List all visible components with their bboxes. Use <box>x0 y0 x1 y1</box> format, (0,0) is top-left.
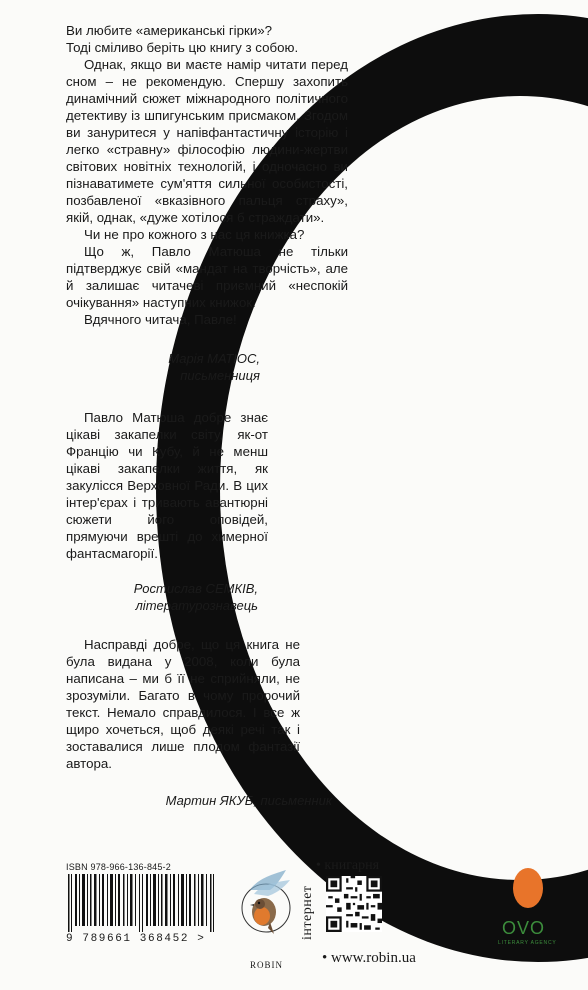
barcode-number: 9 789661 368452 > <box>66 933 206 945</box>
paragraph: Чи не про кожного з нас ця книжка? <box>84 227 305 242</box>
blurb-matios-text <box>66 22 348 328</box>
blurb-yakub-text <box>66 636 300 772</box>
robin-wordmark: ROBIN <box>250 960 284 970</box>
ovo-tagline: LITERARY AGENCY <box>498 940 557 946</box>
website-link[interactable]: • www.robin.ua <box>322 950 416 966</box>
paragraph: Однак, якщо ви маєте намір читати перед сном – не рекомендую. Спершу захопить динамічний сюжет міжнародного політичного детективу із шпигунським присмаком. Згодом ви зануритеся у напівфантастичну історію і легко «стравну» філософію людини-жертви світових новітніх технологій, і одночасно ви пізнаватимете сум'яття сильної особистості, позбавленої «вказівного пальця страху», якій, однак, «дуже хотілося б страждати». <box>66 57 348 225</box>
bookshop-label: • книгарня <box>316 858 380 873</box>
author-role: літературознавець <box>135 598 258 613</box>
ovo-wordmark: OVO <box>502 918 546 938</box>
author-name: Ростислав СЕМКІВ, <box>133 581 258 596</box>
isbn-text: ISBN 978-966-136-845-2 <box>66 862 171 872</box>
isbn-block <box>66 862 236 945</box>
author-role: письменниця <box>180 368 260 383</box>
signature-yakub <box>120 792 332 809</box>
paragraph: Павло Матюша добре знає цікаві закапелки світу, як-от Францію чи Кубу, й не менш цікаві закапелки життя, як закулісся Верховної Ради. В цих інтер'єрах і тривають авантюрні сюжети його оповідей, прямуючи врешті до химерної фантасмагорії. <box>66 410 268 561</box>
blurb-semkiv-text <box>66 409 268 562</box>
egg-logo-icon <box>511 862 545 910</box>
internet-label: інтернет <box>300 885 315 940</box>
paragraph: Насправді добре, що ця книга не була видана у 2008, коли була написана – ми б її не сприйняли, не зрозуміли. Багато в чому пророчий текст. Немало справдилося. І все ж щиро хочеться, щоб деякі речі так і зоставалися лише плодом фантазії автора. <box>66 637 300 771</box>
paragraph: Тоді сміливо беріть цю книгу з собою. <box>66 40 299 55</box>
paragraph: Вдячного читача, Павле! <box>84 312 237 327</box>
signature-semkiv <box>96 580 258 614</box>
qr-code-icon[interactable] <box>326 876 382 932</box>
robin-bird-logo-icon <box>240 860 296 970</box>
paragraph: Що ж, Павло Матюша не тільки підтверджує свій «мандат на творчість», але й залишає читачеві приємний «неспокій очікування» наступних книжок. <box>66 244 348 310</box>
paragraph: Ви любите «американські гірки»? <box>66 23 273 38</box>
signature-matios <box>120 350 260 384</box>
author-name: Мартин ЯКУБ, письменник <box>165 793 332 808</box>
barcode-graphic <box>66 874 226 932</box>
author-name: Марія МАТІОС, <box>168 351 260 366</box>
